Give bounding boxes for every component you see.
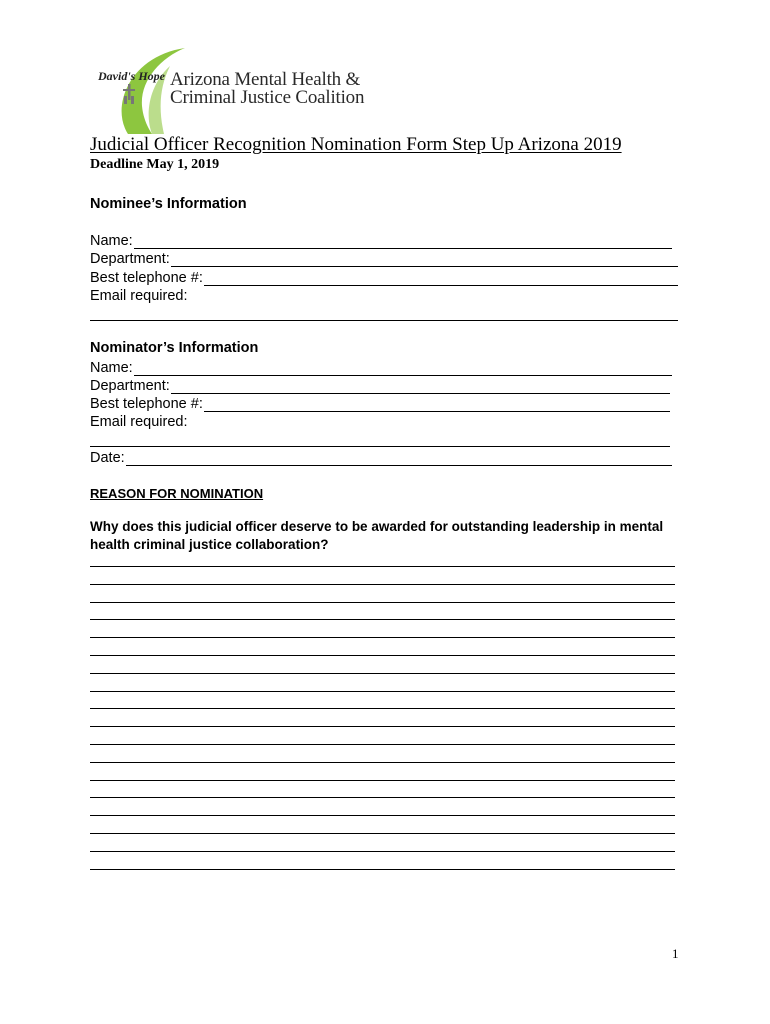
nominee-name-label: Name: <box>90 233 133 249</box>
nominee-telephone-field[interactable] <box>90 268 678 286</box>
answer-line[interactable] <box>90 602 675 603</box>
answer-line[interactable] <box>90 691 675 692</box>
nominator-department-label: Department: <box>90 378 170 394</box>
answer-area[interactable] <box>90 566 675 886</box>
answer-line[interactable] <box>90 619 675 620</box>
nominator-name-field[interactable] <box>90 358 672 376</box>
answer-line[interactable] <box>90 744 675 745</box>
logo-brand-text: David's Hope <box>98 69 165 83</box>
nominee-department-field[interactable] <box>90 249 678 267</box>
nominator-email-field <box>90 412 188 430</box>
answer-line[interactable] <box>90 851 675 852</box>
nominee-name-line[interactable] <box>134 235 672 249</box>
nominator-email-line[interactable] <box>90 446 670 447</box>
nominee-department-label: Department: <box>90 251 170 267</box>
answer-line[interactable] <box>90 584 675 585</box>
nominator-date-line[interactable] <box>126 452 672 466</box>
nominator-telephone-label: Best telephone #: <box>90 396 203 412</box>
nominee-telephone-line[interactable] <box>204 272 678 286</box>
answer-line[interactable] <box>90 869 675 870</box>
nomination-question: Why does this judicial officer deserve to be awarded for outstanding leadership in mental health criminal justice collaboration? <box>90 519 664 552</box>
nominee-email-line[interactable] <box>90 320 678 321</box>
answer-line[interactable] <box>90 797 675 798</box>
answer-line[interactable] <box>90 726 675 727</box>
nominee-name-field[interactable] <box>90 231 672 249</box>
nominee-email-label: Email required: <box>90 288 188 304</box>
answer-line[interactable] <box>90 566 675 567</box>
nominator-email-label: Email required: <box>90 414 188 430</box>
nominee-telephone-label: Best telephone #: <box>90 270 203 286</box>
answer-line[interactable] <box>90 673 675 674</box>
nominator-telephone-field[interactable] <box>90 394 670 412</box>
nominator-date-field[interactable] <box>90 448 672 466</box>
page-number: 1 <box>672 946 679 961</box>
nominator-name-label: Name: <box>90 360 133 376</box>
answer-line[interactable] <box>90 780 675 781</box>
nominator-telephone-line[interactable] <box>204 398 670 412</box>
logo-org-line-2: Criminal Justice Coalition <box>170 87 365 108</box>
answer-line[interactable] <box>90 637 675 638</box>
logo-org-name <box>170 71 364 107</box>
logo-org-line-1: Arizona Mental Health & <box>170 69 361 90</box>
nominator-department-field[interactable] <box>90 376 670 394</box>
nominee-email-field <box>90 286 188 304</box>
nominee-heading: Nominee’s Information <box>90 196 247 212</box>
answer-line[interactable] <box>90 815 675 816</box>
nominee-department-line[interactable] <box>171 253 678 267</box>
form-title: Judicial Officer Recognition Nomination Form Step Up Arizona 2019 <box>90 134 622 155</box>
nominator-department-line[interactable] <box>171 380 670 394</box>
deadline: Deadline May 1, 2019 <box>90 157 220 172</box>
nominator-name-line[interactable] <box>134 362 672 376</box>
answer-line[interactable] <box>90 762 675 763</box>
nominator-date-label: Date: <box>90 450 125 466</box>
answer-line[interactable] <box>90 708 675 709</box>
nominator-heading: Nominator’s Information <box>90 340 259 356</box>
answer-line[interactable] <box>90 655 675 656</box>
reason-heading: REASON FOR NOMINATION <box>90 486 264 501</box>
answer-line[interactable] <box>90 833 675 834</box>
